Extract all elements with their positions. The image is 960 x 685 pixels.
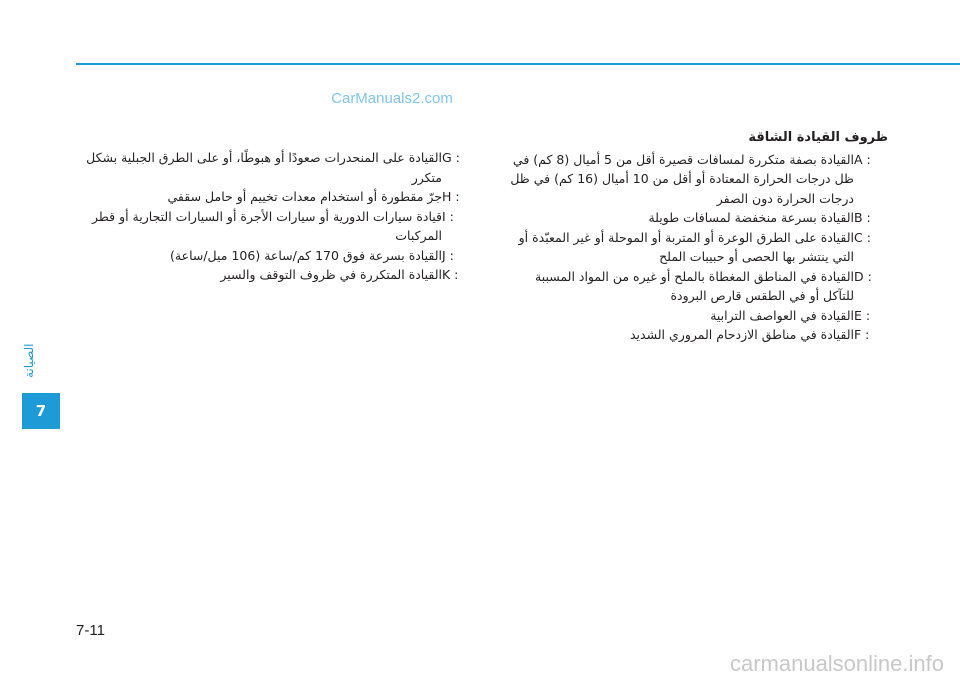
chapter-tab: 7 <box>22 393 60 429</box>
item-text: القيادة المتكررة في ظروف التوقف والسير <box>220 267 442 282</box>
list-item <box>86 246 476 266</box>
item-code: G : <box>442 150 460 165</box>
item-code: E : <box>854 307 871 323</box>
page-number: 7-11 <box>76 622 105 639</box>
item-text: القيادة بسرعة فوق 170 كم/ساعة (106 ميل/ساعة) <box>170 247 442 263</box>
item-text: القيادة في المناطق المغطاة بالملح أو غيره من المواد المسببة للتآكل أو في الطقس قارص البرودة <box>535 268 854 303</box>
item-code: A : <box>854 151 871 167</box>
item-code: H : <box>442 189 460 204</box>
list-item <box>508 228 888 267</box>
item-text: قيادة سيارات الدورية أو سيارات الأجرة أو السيارات التجارية أو قطر المركبات <box>91 208 442 243</box>
list-item <box>86 265 476 285</box>
item-code: J : <box>442 247 454 263</box>
item-text: القيادة في العواصف الترابية <box>710 307 854 323</box>
list-item <box>86 207 476 246</box>
list-item <box>508 267 888 306</box>
watermark-bottom: carmanualsonline.info <box>729 651 944 676</box>
item-text: القيادة بسرعة منخفضة لمسافات طويلة <box>648 210 854 225</box>
list-item <box>508 325 888 345</box>
item-text: القيادة بصفة متكررة لمسافات قصيرة أقل من 5 أميال (8 كم) في ظل درجات الحرارة المعتادة أو أقل من 10 أميال (16 كم) في ظل درجات الحرارة دون الصفر <box>510 151 854 206</box>
list-item <box>86 187 476 207</box>
item-code: K : <box>442 267 459 282</box>
item-code: I : <box>442 208 454 224</box>
item-code: C : <box>854 229 871 245</box>
item-text: القيادة على الطرق الوعرة أو المتربة أو الموحلة أو غير المعبّدة أو التي ينتشر بها الحصى أو حبيبات الملح <box>518 229 854 264</box>
list-item <box>508 150 888 209</box>
right-column <box>508 128 888 345</box>
list-item <box>508 306 888 326</box>
section-title: ظروف القيادة الشاقة <box>748 130 888 145</box>
item-text: القيادة على المنحدرات صعودًا أو هبوطًا، أو على الطرق الجبلية بشكل متكرر <box>86 150 442 185</box>
item-text: جرّ مقطورة أو استخدام معدات تخييم أو حامل سقفي <box>167 189 442 204</box>
item-code: D : <box>854 268 872 284</box>
left-column <box>86 148 476 285</box>
item-text: القيادة في مناطق الازدحام المروري الشديد <box>630 327 854 342</box>
item-code: F : <box>854 327 870 342</box>
chapter-label: الصيانة <box>22 343 36 379</box>
watermark-top: CarManuals2.com <box>331 90 453 107</box>
header-rule <box>76 63 960 65</box>
item-code: B : <box>854 210 871 225</box>
list-item <box>508 208 888 228</box>
list-item <box>86 148 476 187</box>
